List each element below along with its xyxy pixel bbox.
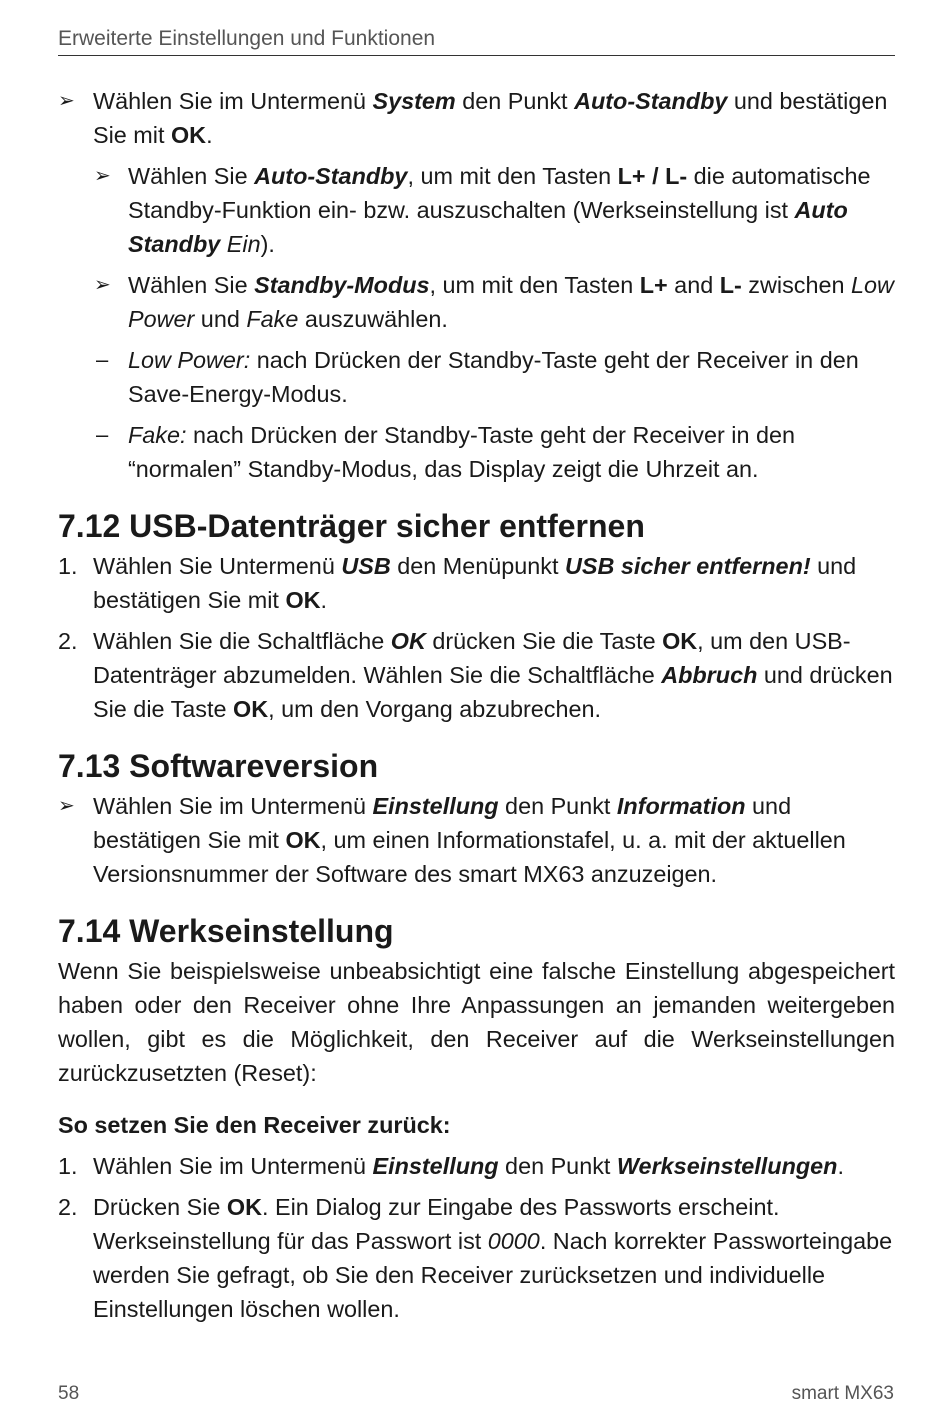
text: und bestätigen Sie mit	[93, 793, 792, 853]
text: .	[206, 122, 213, 148]
factory-subheading: So setzen Sie den Receiver zurück:	[58, 1112, 451, 1138]
text: auszuwählen.	[298, 306, 448, 332]
section-heading-software: 7.13 Softwareversion	[58, 748, 379, 784]
menu-item: USB sicher entfernen!	[564, 553, 811, 579]
text: nach Drücken der Standby-Taste geht der Receiver in den Save-Energy-Modus.	[128, 347, 859, 407]
menu-name: Einstellung	[372, 793, 499, 819]
text: Wählen Sie	[128, 272, 255, 298]
option-name: Fake	[246, 306, 299, 332]
key-name: L+	[639, 272, 668, 298]
text: .	[320, 587, 328, 613]
page-content	[58, 84, 895, 1333]
text: Wählen Sie im Untermenü	[93, 793, 373, 819]
key-name: OK	[170, 122, 207, 148]
text: nach Drücken der Standby-Taste geht der Receiver in den “normalen” Standby-Modus, das Display zeigt die Uhrzeit an.	[128, 422, 795, 482]
text: Wählen Sie im Untermenü	[93, 88, 373, 114]
text: und bestätigen Sie mit	[93, 553, 857, 613]
step-number: 1.	[58, 1153, 78, 1179]
menu-item: Werkseinstellungen	[616, 1153, 838, 1179]
text: den Punkt	[455, 88, 575, 114]
text: die automatische Standby-Funktion ein- bzw. auszuschalten (Werkseinstellung ist	[128, 163, 871, 223]
dash-bullet-icon: –	[96, 422, 109, 447]
text: den Menüpunkt	[390, 553, 565, 579]
text: , um mit den Tasten	[407, 163, 618, 189]
step-number: 2.	[58, 628, 78, 654]
text: ).	[260, 231, 275, 257]
arrow-bullet-icon: ➢	[94, 274, 111, 296]
menu-name: System	[372, 88, 456, 114]
text: Drücken Sie	[93, 1194, 227, 1220]
dash-bullet-icon: –	[96, 347, 109, 372]
option-name: Fake:	[128, 422, 187, 448]
option-name: Low Power:	[128, 347, 251, 373]
page-number: 58	[58, 1383, 80, 1404]
key-name: OK	[662, 628, 698, 654]
text: . Ein Dialog zur Eingabe des Passworts erscheint. Werkseinstellung für das Passwort ist	[93, 1194, 780, 1254]
text: and	[667, 272, 720, 298]
text: , um den Vorgang abzubrechen.	[268, 696, 601, 722]
menu-item: Auto-Standby	[254, 163, 408, 189]
dash-item-low-power	[58, 343, 895, 411]
bullet-software-info	[58, 789, 895, 891]
text: Wählen Sie die Schaltfläche	[93, 628, 391, 654]
key-name: L+ / L-	[617, 163, 688, 189]
text: den Punkt	[498, 793, 617, 819]
key-name: L-	[719, 272, 742, 298]
header-divider	[58, 55, 895, 56]
bullet-standby-mode	[58, 268, 895, 336]
step-2-usb	[58, 624, 895, 726]
step-number: 2.	[58, 1194, 78, 1220]
text: und	[194, 306, 247, 332]
text: zwischen	[741, 272, 851, 298]
key-name: OK	[285, 587, 321, 613]
key-name: OK	[285, 827, 321, 853]
text: , um den USB-Datenträger abzumelden. Wählen Sie die Schaltfläche	[93, 628, 851, 688]
section-heading-usb: 7.12 USB-Datenträger sicher entfernen	[58, 508, 645, 544]
arrow-bullet-icon: ➢	[94, 165, 111, 187]
menu-name: Einstellung	[372, 1153, 499, 1179]
arrow-bullet-icon: ➢	[58, 795, 75, 817]
running-header: Erweiterte Einstellungen und Funktionen	[58, 27, 436, 50]
text: Wählen Sie im Untermenü	[93, 1153, 373, 1179]
setting-name: Auto Standby	[128, 197, 848, 257]
setting-value: Ein	[226, 231, 261, 257]
text: . Nach korrekter Passworteingabe werden Sie gefragt, ob Sie den Receiver zurücksetzen und individuelle Einstellungen löschen wollen.	[93, 1228, 893, 1322]
menu-item: Information	[616, 793, 746, 819]
text: , um einen Informationstafel, u. a. mit der aktuellen Versionsnummer der Software des smart MX63 anzuzeigen.	[93, 827, 846, 887]
bullet-auto-standby-toggle	[58, 159, 895, 261]
text: drücken Sie die Taste	[425, 628, 663, 654]
menu-item: Standby-Modus	[254, 272, 430, 298]
text: den Punkt	[498, 1153, 617, 1179]
text: Wählen Sie Untermenü	[93, 553, 342, 579]
arrow-bullet-icon: ➢	[58, 90, 75, 112]
step-2-factory	[58, 1190, 895, 1326]
product-name: smart MX63	[791, 1383, 894, 1404]
dash-item-fake	[58, 418, 895, 486]
step-number: 1.	[58, 553, 78, 579]
button-name: Abbruch	[661, 662, 758, 688]
key-name: OK	[233, 696, 269, 722]
menu-name: USB	[341, 553, 391, 579]
password-value: 0000	[487, 1228, 540, 1254]
section-heading-factory: 7.14 Werkseinstellung	[58, 913, 394, 949]
text: und drücken Sie die Taste	[93, 662, 893, 722]
text: Wählen Sie	[128, 163, 255, 189]
menu-item: Auto-Standby	[574, 88, 728, 114]
key-name: OK	[226, 1194, 262, 1220]
text: , um mit den Tasten	[429, 272, 640, 298]
step-1-factory	[58, 1149, 895, 1183]
text: und bestätigen Sie mit	[93, 88, 888, 148]
factory-intro: Wenn Sie beispielsweise unbeabsichtigt eine falsche Einstellung abgespeichert haben oder den Receiver ohne Ihre Anpassungen an jemanden weitergeben wollen, gibt es die Möglichkeit, den Receiver auf die Werkseinstellungen zurückzusetzten (Reset):	[58, 958, 895, 1086]
option-name: Low Power	[128, 272, 894, 332]
bullet-auto-standby-menu	[58, 84, 895, 152]
step-1-usb	[58, 549, 895, 617]
text: .	[837, 1153, 844, 1179]
button-name: OK	[390, 628, 426, 654]
